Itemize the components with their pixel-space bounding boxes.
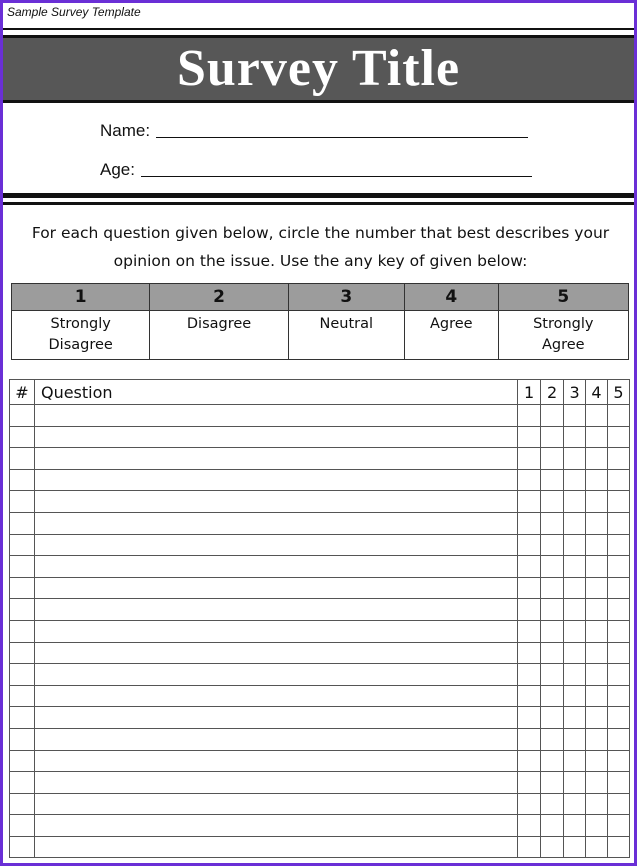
row-number-cell: [10, 512, 35, 534]
question-cell[interactable]: [34, 577, 517, 599]
rating-cell[interactable]: [541, 664, 564, 686]
rating-cell[interactable]: [607, 448, 629, 470]
table-row: [10, 750, 630, 772]
row-number-cell: [10, 793, 35, 815]
rating-key-numbers: [12, 284, 629, 311]
rating-cell[interactable]: [541, 534, 564, 556]
rating-cell[interactable]: [564, 815, 586, 837]
rating-cell[interactable]: [586, 836, 608, 858]
question-cell[interactable]: [34, 793, 517, 815]
rating-cell[interactable]: [586, 577, 608, 599]
key-label-line: Agree: [429, 316, 473, 332]
rating-cell[interactable]: [607, 469, 629, 491]
rating-cell[interactable]: [541, 426, 564, 448]
table-row: [10, 620, 630, 642]
row-number-cell: [10, 599, 35, 621]
rating-cell[interactable]: [586, 556, 608, 578]
row-number-cell: [10, 534, 35, 556]
col-header-rating: 4: [586, 380, 608, 405]
rating-cell[interactable]: [541, 620, 564, 642]
rating-cell[interactable]: [541, 836, 564, 858]
rating-cell[interactable]: [586, 405, 608, 427]
rating-cell[interactable]: [541, 750, 564, 772]
rating-cell[interactable]: [607, 426, 629, 448]
rating-cell[interactable]: [607, 534, 629, 556]
rating-cell[interactable]: [541, 793, 564, 815]
table-row: [10, 793, 630, 815]
question-cell[interactable]: [34, 772, 517, 794]
rating-cell[interactable]: [586, 815, 608, 837]
row-number-cell: [10, 556, 35, 578]
rating-key-labels: [12, 311, 629, 360]
rating-cell[interactable]: [586, 685, 608, 707]
table-row: [10, 772, 630, 794]
rating-cell[interactable]: [518, 534, 541, 556]
question-cell[interactable]: [34, 469, 517, 491]
rating-cell[interactable]: [518, 728, 541, 750]
rating-cell[interactable]: [607, 577, 629, 599]
rating-cell[interactable]: [518, 620, 541, 642]
rating-cell[interactable]: [518, 772, 541, 794]
question-cell[interactable]: [34, 836, 517, 858]
table-row: [10, 556, 630, 578]
rating-cell[interactable]: [564, 599, 586, 621]
survey-title: Survey Title: [176, 40, 461, 97]
table-row: [10, 469, 630, 491]
rating-cell[interactable]: [541, 469, 564, 491]
question-cell[interactable]: [34, 599, 517, 621]
question-table: [9, 379, 630, 858]
row-number-cell: [10, 750, 35, 772]
col-header-rating: 5: [607, 380, 629, 405]
table-row: [10, 405, 630, 427]
question-cell[interactable]: [34, 534, 517, 556]
row-number-cell: [10, 426, 35, 448]
table-row: [10, 728, 630, 750]
col-header-question: Question: [34, 380, 517, 405]
rating-cell[interactable]: [518, 707, 541, 729]
table-row: [10, 685, 630, 707]
rating-cell[interactable]: [564, 750, 586, 772]
key-label-line: Disagree: [186, 316, 252, 332]
rating-cell[interactable]: [586, 772, 608, 794]
rating-cell[interactable]: [607, 405, 629, 427]
row-number-cell: [10, 577, 35, 599]
key-number: 3: [288, 284, 404, 311]
divider-thin: [3, 202, 634, 205]
rating-cell[interactable]: [607, 491, 629, 513]
rating-cell[interactable]: [607, 620, 629, 642]
age-field[interactable]: [100, 160, 532, 180]
rating-cell[interactable]: [518, 685, 541, 707]
rating-cell[interactable]: [586, 642, 608, 664]
key-label-line: Disagree: [48, 337, 113, 353]
rating-cell[interactable]: [607, 836, 629, 858]
key-label-line: Neutral: [319, 316, 374, 332]
col-header-number: #: [10, 380, 35, 405]
table-row: [10, 448, 630, 470]
rating-cell[interactable]: [564, 793, 586, 815]
rating-cell[interactable]: [518, 599, 541, 621]
instructions: [13, 219, 628, 275]
rating-cell[interactable]: [564, 405, 586, 427]
row-number-cell: [10, 772, 35, 794]
table-row: [10, 577, 630, 599]
name-label: Name:: [100, 121, 151, 140]
key-number: 2: [150, 284, 288, 311]
question-cell[interactable]: [34, 448, 517, 470]
row-number-cell: [10, 836, 35, 858]
rating-cell[interactable]: [541, 556, 564, 578]
rating-cell[interactable]: [607, 512, 629, 534]
table-row: [10, 836, 630, 858]
rating-cell[interactable]: [586, 620, 608, 642]
template-tag: Sample Survey Template: [7, 5, 141, 19]
title-banner: [3, 35, 634, 103]
rating-cell[interactable]: [586, 448, 608, 470]
rating-cell[interactable]: [607, 685, 629, 707]
rating-cell[interactable]: [518, 426, 541, 448]
question-cell[interactable]: [34, 664, 517, 686]
rating-cell[interactable]: [564, 426, 586, 448]
question-cell[interactable]: [34, 685, 517, 707]
rating-cell[interactable]: [586, 750, 608, 772]
rating-cell[interactable]: [586, 793, 608, 815]
rating-cell[interactable]: [607, 664, 629, 686]
rating-cell[interactable]: [607, 728, 629, 750]
question-cell[interactable]: [34, 642, 517, 664]
key-label-line: Strongly: [50, 316, 111, 332]
rating-cell[interactable]: [607, 642, 629, 664]
name-field[interactable]: [100, 121, 528, 141]
rating-cell[interactable]: [607, 793, 629, 815]
rating-cell[interactable]: [607, 556, 629, 578]
question-cell[interactable]: [34, 815, 517, 837]
table-row: [10, 642, 630, 664]
rating-cell[interactable]: [518, 664, 541, 686]
table-row: [10, 426, 630, 448]
table-row: [10, 491, 630, 513]
rating-cell[interactable]: [518, 642, 541, 664]
col-header-rating: 2: [541, 380, 564, 405]
top-rule: [3, 28, 634, 30]
rating-cell[interactable]: [518, 448, 541, 470]
rating-cell[interactable]: [541, 642, 564, 664]
table-row: [10, 512, 630, 534]
name-line[interactable]: [156, 136, 528, 138]
key-label: [12, 311, 150, 360]
key-label: [404, 311, 498, 360]
rating-cell[interactable]: [564, 664, 586, 686]
rating-cell[interactable]: [564, 707, 586, 729]
question-cell[interactable]: [34, 405, 517, 427]
rating-cell[interactable]: [518, 750, 541, 772]
rating-cell[interactable]: [564, 534, 586, 556]
rating-cell[interactable]: [607, 815, 629, 837]
row-number-cell: [10, 815, 35, 837]
rating-key-table: [11, 283, 629, 360]
rating-cell[interactable]: [564, 685, 586, 707]
question-cell[interactable]: [34, 707, 517, 729]
rating-cell[interactable]: [586, 728, 608, 750]
rating-cell[interactable]: [541, 512, 564, 534]
rating-cell[interactable]: [607, 599, 629, 621]
rating-cell[interactable]: [518, 512, 541, 534]
col-header-rating: 1: [518, 380, 541, 405]
age-line[interactable]: [141, 175, 532, 177]
key-number: 5: [498, 284, 628, 311]
question-cell[interactable]: [34, 491, 517, 513]
rating-cell[interactable]: [564, 836, 586, 858]
rating-cell[interactable]: [518, 405, 541, 427]
rating-cell[interactable]: [541, 772, 564, 794]
row-number-cell: [10, 469, 35, 491]
age-label: Age:: [100, 160, 135, 179]
col-header-rating: 3: [564, 380, 586, 405]
table-row: [10, 815, 630, 837]
rating-cell[interactable]: [564, 556, 586, 578]
question-cell[interactable]: [34, 750, 517, 772]
rating-cell[interactable]: [564, 642, 586, 664]
table-row: [10, 664, 630, 686]
question-table-header: [10, 380, 630, 405]
rating-cell[interactable]: [564, 491, 586, 513]
row-number-cell: [10, 664, 35, 686]
rating-cell[interactable]: [586, 707, 608, 729]
rating-cell[interactable]: [518, 491, 541, 513]
rating-cell[interactable]: [518, 815, 541, 837]
rating-cell[interactable]: [541, 491, 564, 513]
rating-cell[interactable]: [518, 556, 541, 578]
row-number-cell: [10, 707, 35, 729]
rating-cell[interactable]: [607, 772, 629, 794]
row-number-cell: [10, 620, 35, 642]
divider-thick: [3, 193, 634, 198]
rating-cell[interactable]: [541, 448, 564, 470]
question-cell[interactable]: [34, 512, 517, 534]
rating-cell[interactable]: [607, 750, 629, 772]
rating-cell[interactable]: [586, 599, 608, 621]
key-label: [150, 311, 288, 360]
question-rows: [10, 405, 630, 858]
rating-cell[interactable]: [586, 491, 608, 513]
key-number: 4: [404, 284, 498, 311]
rating-cell[interactable]: [564, 772, 586, 794]
rating-cell[interactable]: [607, 707, 629, 729]
rating-cell[interactable]: [564, 728, 586, 750]
key-label-line: Strongly: [533, 316, 594, 332]
rating-cell[interactable]: [541, 815, 564, 837]
rating-cell[interactable]: [586, 469, 608, 491]
row-number-cell: [10, 642, 35, 664]
instructions-line-2: opinion on the issue. Use the any key of given below:: [113, 252, 528, 270]
rating-cell[interactable]: [541, 405, 564, 427]
instructions-line-1: For each question given below, circle the number that best describes your: [31, 224, 610, 242]
rating-cell[interactable]: [518, 577, 541, 599]
rating-cell[interactable]: [518, 836, 541, 858]
rating-cell[interactable]: [518, 469, 541, 491]
rating-cell[interactable]: [564, 512, 586, 534]
question-cell[interactable]: [34, 620, 517, 642]
row-number-cell: [10, 685, 35, 707]
rating-cell[interactable]: [564, 448, 586, 470]
row-number-cell: [10, 728, 35, 750]
rating-cell[interactable]: [564, 577, 586, 599]
question-cell[interactable]: [34, 556, 517, 578]
rating-cell[interactable]: [586, 512, 608, 534]
rating-cell[interactable]: [586, 664, 608, 686]
rating-cell[interactable]: [541, 728, 564, 750]
question-cell[interactable]: [34, 728, 517, 750]
key-label: [498, 311, 628, 360]
row-number-cell: [10, 405, 35, 427]
rating-cell[interactable]: [541, 599, 564, 621]
row-number-cell: [10, 448, 35, 470]
key-label: [288, 311, 404, 360]
rating-cell[interactable]: [564, 620, 586, 642]
rating-cell[interactable]: [541, 577, 564, 599]
rating-cell[interactable]: [586, 534, 608, 556]
table-row: [10, 707, 630, 729]
rating-cell[interactable]: [586, 426, 608, 448]
key-number: 1: [12, 284, 150, 311]
rating-cell[interactable]: [518, 793, 541, 815]
row-number-cell: [10, 491, 35, 513]
key-label-line: Agree: [542, 337, 585, 353]
question-cell[interactable]: [34, 426, 517, 448]
rating-cell[interactable]: [541, 685, 564, 707]
rating-cell[interactable]: [541, 707, 564, 729]
table-row: [10, 599, 630, 621]
rating-cell[interactable]: [564, 469, 586, 491]
table-row: [10, 534, 630, 556]
